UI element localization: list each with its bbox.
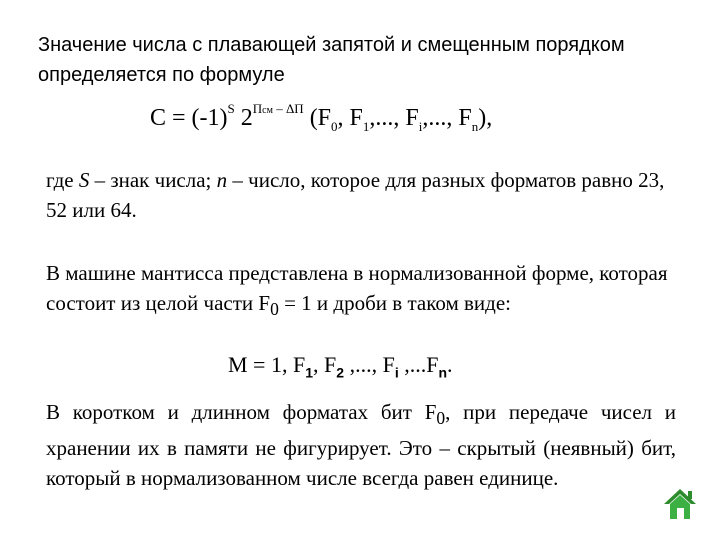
float-formula xyxy=(150,101,493,135)
p2-text-1: В машине мантисса представлена в нормализованной форме, которая состоит из целой части F xyxy=(46,261,668,315)
p3-text-2: , при передаче чисел и хранении их в памяти не фигурирует. Это – скрытый (неявный) бит, который в нормализованном числе всегда равен единице. xyxy=(46,400,676,491)
formula-sub-n: n xyxy=(471,118,479,134)
p1-var-n: n xyxy=(216,168,228,192)
formula-exponent xyxy=(253,101,304,116)
formula-arg-3: ,..., F xyxy=(422,105,472,131)
intro-line-1: Значение числа с плавающей запятой и смещенным порядком xyxy=(38,34,625,56)
p2-sub-0: 0 xyxy=(270,299,279,320)
formula-sign-exponent: S xyxy=(227,101,235,116)
mantissa-formula xyxy=(228,352,453,380)
p3-text-1: В коротком и длинном форматах бит F xyxy=(46,400,437,424)
p1-var-s: S xyxy=(78,168,90,192)
mant-arg-2: , F xyxy=(313,352,337,377)
formula-exp-main: П xyxy=(252,101,263,116)
home-button[interactable] xyxy=(662,486,698,522)
intro-line-2: определяется по формуле xyxy=(38,64,285,86)
formula-exp-sub: см xyxy=(262,105,273,116)
mant-arg-4: ,...F xyxy=(398,352,439,377)
p1-text-1: где xyxy=(46,168,79,192)
definition-paragraph xyxy=(46,165,676,225)
mant-end: . xyxy=(447,352,453,377)
hidden-bit-paragraph xyxy=(46,397,676,493)
formula-sub-0: 0 xyxy=(331,118,338,134)
formula-arg-1: , F xyxy=(337,105,363,131)
mant-sub-2: 2 xyxy=(336,364,345,381)
mant-sub-1: 1 xyxy=(305,364,314,381)
home-icon xyxy=(662,486,698,522)
p3-sub-0: 0 xyxy=(436,408,446,429)
mant-arg-3: ,..., F xyxy=(344,352,395,377)
formula-args-open: (F xyxy=(303,105,332,131)
intro-text xyxy=(38,30,698,90)
mant-lead: M = 1, F xyxy=(228,352,306,377)
formula-lhs: C = (-1) xyxy=(150,105,228,131)
formula-base: 2 xyxy=(234,105,253,131)
formula-sub-1: 1 xyxy=(362,118,370,134)
p2-text-2: = 1 и дроби в таком виде: xyxy=(278,291,511,315)
mant-sub-n: n xyxy=(438,364,448,381)
formula-arg-2: ,..., F xyxy=(369,105,419,131)
formula-sub-i: i xyxy=(418,118,423,134)
formula-exp-rest: – ΔП xyxy=(272,101,304,116)
mantissa-paragraph xyxy=(46,258,676,324)
formula-close: ), xyxy=(478,105,493,131)
p1-text-2: – знак числа; xyxy=(89,168,217,192)
mant-sub-i: i xyxy=(394,364,399,381)
p1-text-3: – число, которое для разных форматов равно 23, 52 или 64. xyxy=(46,168,665,222)
